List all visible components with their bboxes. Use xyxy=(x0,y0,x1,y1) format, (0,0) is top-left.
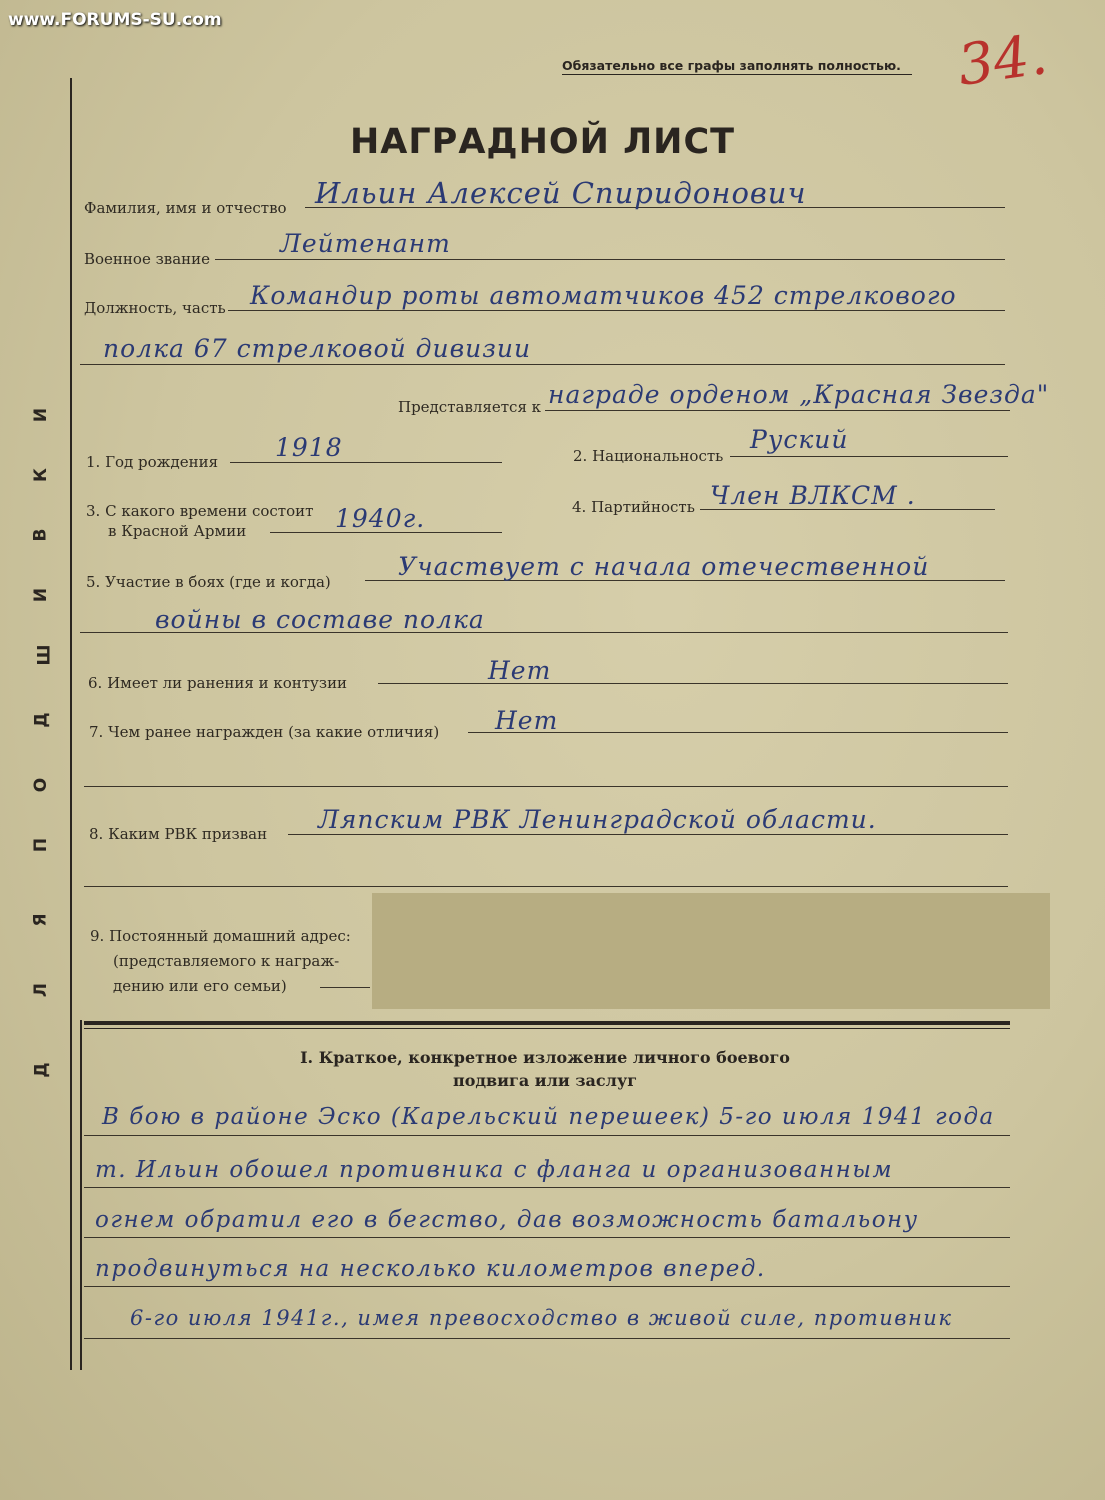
battles-label: 5. Участие в боях (где и когда) xyxy=(86,573,331,591)
wounds-line xyxy=(378,683,1008,684)
narrative-rule-2 xyxy=(84,1187,1010,1188)
side-letter: П xyxy=(31,837,52,853)
position-value-line-2: полка 67 стрелковой дивизии xyxy=(103,334,532,363)
side-letter: Я xyxy=(30,913,51,927)
side-letter: К xyxy=(30,468,51,482)
nationality-line xyxy=(730,456,1008,457)
section-1-heading-line-1: I. Краткое, конкретное изложение личного боевого xyxy=(300,1048,790,1067)
awards-line-2 xyxy=(84,786,1008,787)
side-letter: И xyxy=(31,407,52,423)
party-label: 4. Партийность xyxy=(572,498,695,516)
side-letter: О xyxy=(31,777,52,793)
side-letter: Ш xyxy=(34,644,55,666)
rvk-line xyxy=(288,834,1008,835)
nationality-label: 2. Национальность xyxy=(573,447,724,465)
watermark: www.FORUMS-SU.com xyxy=(8,10,222,30)
side-letter: Л xyxy=(31,982,52,998)
service-since-label-1: 3. С какого времени состоит xyxy=(86,502,314,520)
nationality-value: Руский xyxy=(750,425,849,454)
name-label: Фамилия, имя и отчество xyxy=(84,199,287,217)
section-1-heading-line-2: подвига или заслуг xyxy=(452,1071,637,1090)
position-label: Должность, часть xyxy=(84,299,226,317)
side-letter: В xyxy=(30,528,51,542)
rank-value: Лейтенант xyxy=(280,229,451,258)
nominated-value: награде орденом „Красная Звезда" xyxy=(548,380,1050,409)
narrative-line-1: В бою в районе Эско (Карельский перешеек) 5-го июля 1941 года xyxy=(102,1104,995,1130)
narrative-rule-1 xyxy=(84,1135,1010,1136)
party-value: Член ВЛКСМ . xyxy=(710,481,916,510)
inner-margin-rule xyxy=(80,1020,82,1370)
narrative-rule-5 xyxy=(84,1338,1010,1339)
section-divider xyxy=(84,1021,1010,1025)
battles-value-line-2: войны в составе полка xyxy=(155,605,485,634)
service-since-label-2: в Красной Армии xyxy=(108,522,247,540)
rvk-label: 8. Каким РВК призван xyxy=(89,825,268,843)
side-letter: Д xyxy=(31,712,52,728)
position-line-2 xyxy=(80,364,1005,365)
position-line-1 xyxy=(228,310,1005,311)
awards-value: Нет xyxy=(495,706,559,735)
narrative-line-3: огнем обратил его в бегство, дав возможность батальону xyxy=(95,1207,919,1233)
notice-underline xyxy=(562,74,912,75)
birth-year-line xyxy=(230,462,502,463)
vertical-side-label xyxy=(28,300,58,1150)
rank-label: Военное звание xyxy=(84,250,211,268)
awards-label: 7. Чем ранее награжден (за какие отличия) xyxy=(89,723,440,741)
battles-value-line-1: Участвует с начала отечественной xyxy=(398,552,930,581)
section-1-heading xyxy=(280,1046,810,1092)
narrative-rule-4 xyxy=(84,1286,1010,1287)
birth-year-value: 1918 xyxy=(275,433,343,462)
address-label-2: (представляемого к награж- xyxy=(113,952,340,970)
nominated-label: Представляется к xyxy=(398,398,542,416)
rank-line xyxy=(215,259,1005,260)
left-margin-rule xyxy=(70,78,72,1370)
name-value: Ильин Алексей Спиридонович xyxy=(315,176,807,210)
section-divider-thin xyxy=(84,1028,1010,1029)
address-line xyxy=(320,987,370,988)
document-title: НАГРАДНОЙ ЛИСТ xyxy=(350,122,736,162)
wounds-label: 6. Имеет ли ранения и контузии xyxy=(88,674,348,692)
service-since-value: 1940г. xyxy=(335,504,426,533)
narrative-line-2: т. Ильин обошел противника с фланга и организованным xyxy=(95,1157,894,1183)
birth-year-label: 1. Год рождения xyxy=(86,453,219,471)
page-number-stamp: 34. xyxy=(953,22,1052,99)
narrative-line-4: продвинуться на несколько километров вперед. xyxy=(95,1256,766,1282)
nominated-line xyxy=(545,410,1010,411)
address-label-3: дению или его семьи) xyxy=(113,977,287,995)
narrative-rule-3 xyxy=(84,1237,1010,1238)
rvk-line-2 xyxy=(84,886,1008,887)
address-label-1: 9. Постоянный домашний адрес: xyxy=(90,927,351,945)
rvk-value: Ляпским РВК Ленинградской области. xyxy=(318,805,877,834)
wounds-value: Нет xyxy=(488,656,552,685)
narrative-line-5: 6-го июля 1941г., имея превосходство в живой силе, противник xyxy=(130,1306,953,1330)
redacted-address-area xyxy=(372,893,1050,1009)
fill-all-fields-notice: Обязательно все графы заполнять полностью. xyxy=(562,58,901,73)
position-value-line-1: Командир роты автоматчиков 452 стрелкового xyxy=(250,281,957,310)
side-letter: Д xyxy=(31,1062,52,1078)
side-letter: И xyxy=(31,587,52,603)
